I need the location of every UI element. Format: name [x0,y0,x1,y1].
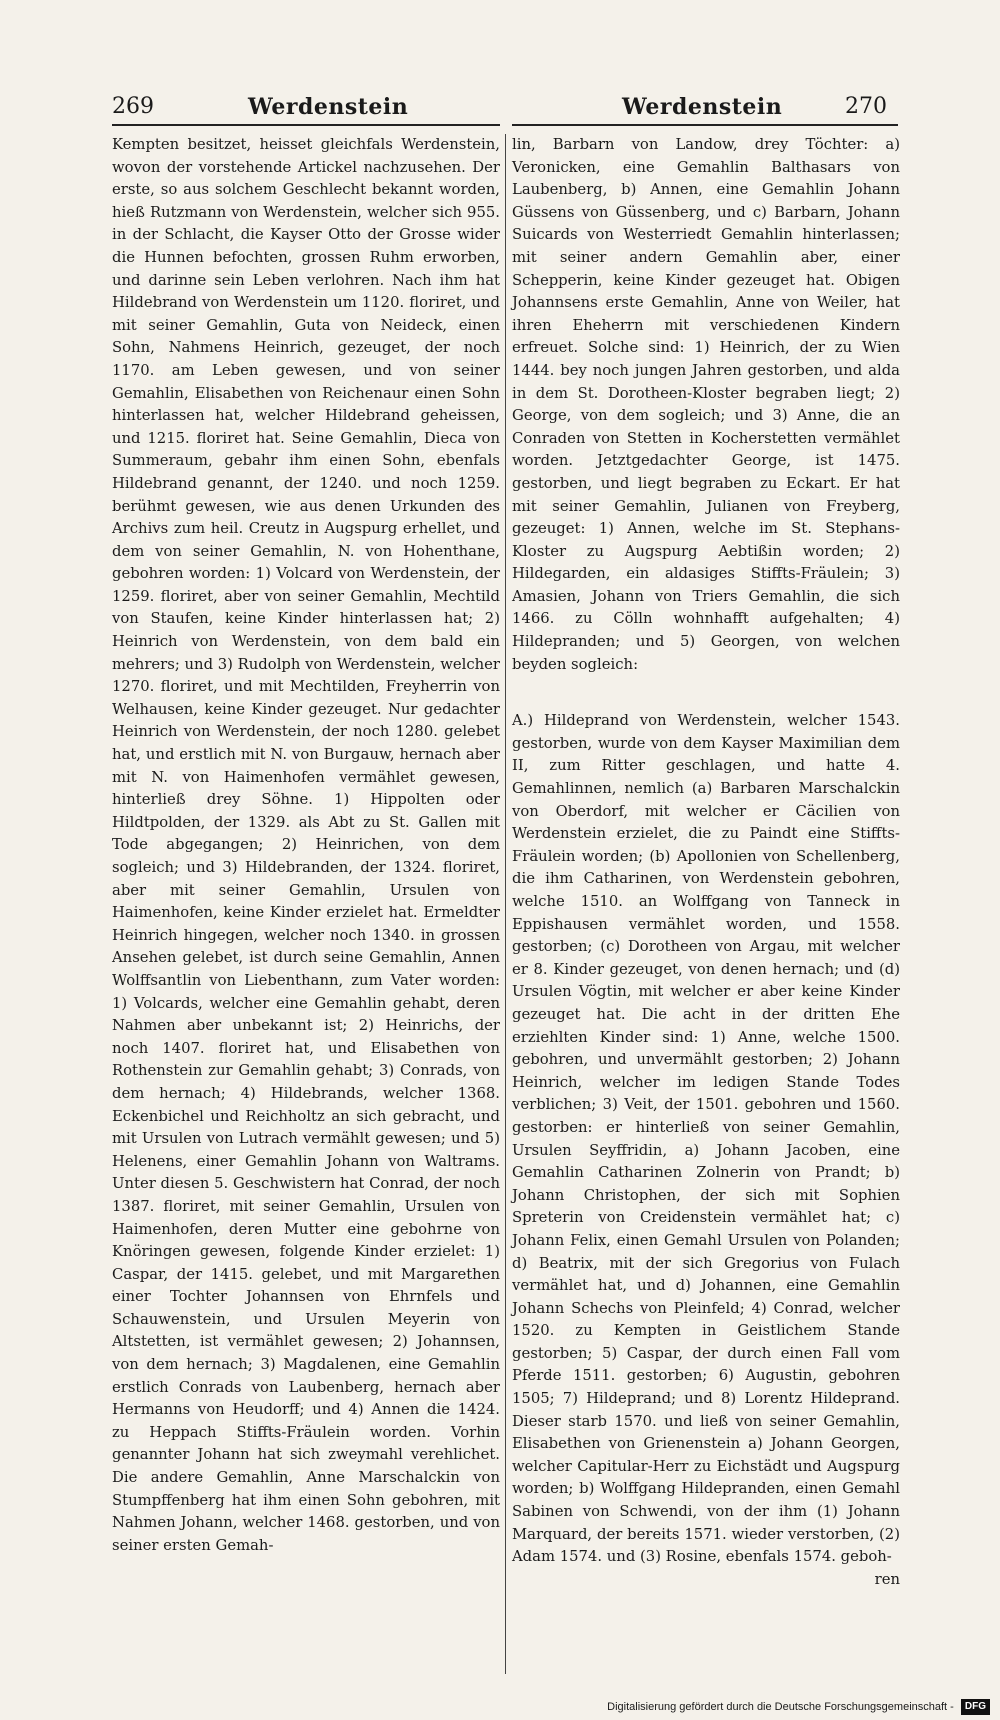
credit-text: Digitalisierung gefördert durch die Deutsche Forschungsgemeinschaft - [607,1701,954,1713]
digitization-credit [0,1698,990,1718]
header-rule-left [112,124,500,126]
catchword: ren [874,1570,900,1588]
right-column-paragraph-1: lin, Barbarn von Landow, drey Töchter: a) Veronicken, eine Gemahlin Balthasars von Laubenberg, b) Annen, eine Gemahlin Johann Güssens von Güssenberg, und c) Barbarn, Johann Suicards von Westerriedt Gemahlin hinterlassen; mit seiner andern Gemahlin aber, einer Schepperin, keine Kinder gezeuget hat. Obigen Johannsens erste Gemahlin, Anne von Weiler, hat ihren Eheherrn mit verschiedenen Kindern erfreuet. Solche sind: 1) Heinrich, der zu Wien 1444. bey noch jungen Jahren gestorben, und alda in dem St. Dorotheen-Kloster begraben liegt; 2) George, von dem sogleich; und 3) Anne, die an Conraden von Stetten in Kocherstetten vermählet worden. Jetztgedachter George, ist 1475. gestorben, und liegt begraben zu Eckart. Er hat mit seiner Gemahlin, Julianen von Freyberg, gezeuget: 1) Annen, welche im St. Stephans-Kloster zu Augspurg Aebtißin worden; 2) Hildegarden, ein aldasiges Stiffts-Fräulein; 3) Amasien, Johann von Triers Gemahlin, die sich 1466. zu Cölln wohnhafft aufgehalten; 4) Hildepranden; und 5) Georgen, von welchen beyden sogleich: [512,136,900,673]
right-column-paragraph-2: A.) Hildeprand von Werdenstein, welcher 1543. gestorben, wurde von dem Kayser Maximilian dem II, zum Ritter geschlagen, und hatte 4. Gemahlinnen, nemlich (a) Barbaren Marschalckin von Oberdorf, mit welcher er Cäcilien von Werdenstein erzielet, die zu Paindt eine Stiffts-Fräulein worden; (b) Apollonien von Schellenberg, die ihm Catharinen, von Werdenstein gebohren, welche 1510. an Wolffgang von Tanneck in Eppishausen vermählet worden, und 1558. gestorben; (c) Dorotheen von Argau, mit welcher er 8. Kinder gezeuget, von denen hernach; und (d) Ursulen Vögtin, mit welcher er aber keine Kinder gezeuget hat. Die acht in der dritten Ehe erziehlten Kinder sind: 1) Anne, welche 1500. gebohren, und unvermählt gestorben; 2) Johann Heinrich, welcher im ledigen Stande Todes verblichen; 3) Veit, der 1501. gebohren und 1560. gestorben: er hinterließ von seiner Gemahlin, Ursulen Seyffridin, a) Johann Jacoben, eine Gemahlin Catharinen Zolnerin von Prandt; b) Johann Christophen, der sich mit Sophien Spreterin von Creidenstein vermählet hat; c) Johann Felix, einen Gemahl Ursulen von Polanden; d) Beatrix, mit der sich Gregorius von Fulach vermählet hat, und d) Johannen, eine Gemahlin Johann Schechs von Pleinfeld; 4) Conrad, welcher 1520. zu Kempten in Geistlichem Stande gestorben; 5) Caspar, der durch einen Fall vom Pferde 1511. gestorben; 6) Augustin, gebohren 1505; 7) Hildeprand; und 8) Lorentz Hildeprand. Dieser starb 1570. und ließ von seiner Gemahlin, Elisabethen von Grienenstein a) Johann Georgen, welcher Capitular-Herr zu Eichstädt und Augspurg worden; b) Wolffgang Hildepranden, einen Gemahl Sabinen von Schwendi, von der ihm (1) Johann Marquard, der bereits 1571. wieder verstorben, (2) Adam 1574. und (3) Rosine, ebenfals 1574. geboh- [512,712,900,1566]
column-divider [505,134,506,1674]
dfg-logo: DFG [961,1699,990,1715]
running-header [0,92,1000,132]
running-title-left: Werdenstein [248,94,409,120]
paragraph-gap [512,676,900,710]
left-column-paragraph: Kempten besitzet, heisset gleichfals Werdenstein, wovon der vorstehende Artickel nachzusehen. Der erste, so aus solchem Geschlecht bekannt worden, hieß Rutzmann von Werdenstein, welcher sich 955. in der Schlacht, die Kayser Otto der Grosse wider die Hunnen befochten, grossen Ruhm erworben, und darinne sein Leben verlohren. Nach ihm hat Hildebrand von Werdenstein um 1120. floriret, und mit seiner Gemahlin, Guta von Neideck, einen Sohn, Nahmens Heinrich, gezeuget, der noch 1170. am Leben gewesen, und von seiner Gemahlin, Elisabethen von Reichenaur einen Sohn hinterlassen hat, welcher Hildebrand geheissen, und 1215. floriret hat. Seine Gemahlin, Dieca von Summeraum, gebahr ihm einen Sohn, ebenfals Hildebrand genannt, der 1240. und noch 1259. berühmt gewesen, wie aus denen Urkunden des Archivs zum heil. Creutz in Augspurg erhellet, und dem von seiner Gemahlin, N. von Hohenthane, gebohren worden: 1) Volcard von Werdenstein, der 1259. floriret, aber von seiner Gemahlin, Mechtild von Staufen, keine Kinder hinterlassen hat; 2) Heinrich von Werdenstein, von dem bald ein mehrers; und 3) Rudolph von Werdenstein, welcher 1270. floriret, und mit Mechtilden, Freyherrin von Welhausen, keine Kinder gezeuget. Nur gedachter Heinrich von Werdenstein, der noch 1280. gelebet hat, und erstlich mit N. von Burgauw, hernach aber mit N. von Haimenhofen vermählet gewesen, hinterließ drey Söhne. 1) Hippolten oder Hildtpolden, der 1329. als Abt zu St. Gallen mit Tode abgegangen; 2) Heinrichen, von dem sogleich; und 3) Hildebranden, der 1324. floriret, aber mit seiner Gemahlin, Ursulen von Haimenhofen, keine Kinder erzielet hat. Ermeldter Heinrich hingegen, welcher noch 1340. in grossen Ansehen gelebet, ist durch seine Gemahlin, Annen Wolffsantlin von Liebenthann, zum Vater worden: 1) Volcards, welcher eine Gemahlin gehabt, deren Nahmen aber unbekannt ist; 2) Heinrichs, der noch 1407. floriret hat, und Elisabethen von Rothenstein zur Gemahlin gehabt; 3) Conrads, von dem hernach; 4) Hildebrands, welcher 1368. Eckenbichel und Reichholtz an sich gebracht, und mit Ursulen von Lutrach vermählt gewesen; und 5) Helenens, einer Gemahlin Johann von Waltrams. Unter diesen 5. Geschwistern hat Conrad, der noch 1387. floriret, mit seiner Gemahlin, Ursulen von Haimenhofen, deren Mutter eine gebohrne von Knöringen gewesen, folgende Kinder erzielet: 1) Caspar, der 1415. gelebet, und mit Margarethen einer Tochter Johannsen von Ehrnfels und Schauwenstein, und Ursulen Meyerin von Altstetten, ist vermählet gewesen; 2) Johannsen, von dem hernach; 3) Magdalenen, eine Gemahlin erstlich Conrads von Laubenberg, hernach aber Hermanns von Heudorff; und 4) Annen die 1424. zu Heppach Stiffts-Fräulein worden. Vorhin genannter Johann hat sich zweymahl verehlichet. Die andere Gemahlin, Anne Marschalckin von Stumpffenberg hat ihm einen Sohn gebohren, mit Nahmen Johann, welcher 1468. gestorben, und von seiner ersten Gemah- [112,136,500,1554]
page-number-left: 269 [112,94,154,119]
right-column [512,134,900,1591]
left-column [112,134,500,1557]
page-number-right: 270 [845,94,887,119]
header-rule-right [512,124,898,126]
catchword-line [512,1569,900,1592]
running-title-right: Werdenstein [622,94,783,120]
